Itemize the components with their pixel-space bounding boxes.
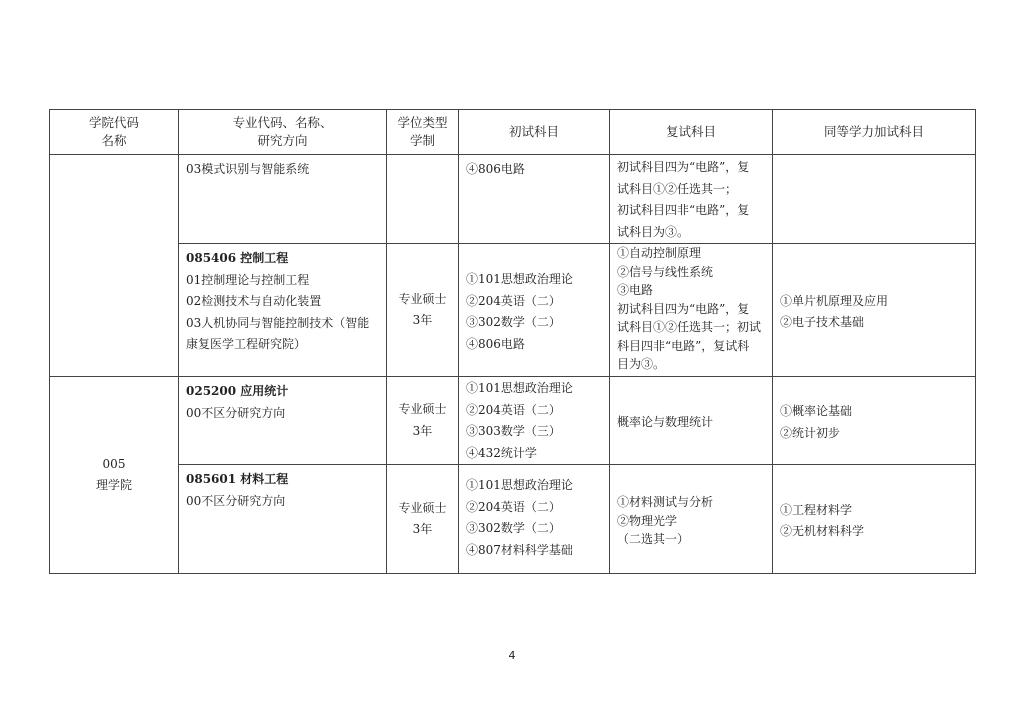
initial-exam-cell: ④806电路 <box>459 155 610 244</box>
header-initial-exam: 初试科目 <box>459 110 610 155</box>
page-number: 4 <box>508 649 516 662</box>
college-cell-empty <box>50 155 179 377</box>
header-extra-exam: 同等学力加试科目 <box>773 110 976 155</box>
college-code: 005 <box>102 456 126 471</box>
table-row <box>50 155 976 244</box>
initial-exam-cell: ①101思想政治理论 ②204英语（二） ③302数学（二） ④806电路 <box>459 244 610 377</box>
extra-exam-cell <box>773 155 976 244</box>
header-retest: 复试科目 <box>610 110 773 155</box>
major-cell: 085601 材料工程 00不区分研究方向 <box>179 465 387 574</box>
major-cell: 03模式识别与智能系统 <box>179 155 387 244</box>
header-major: 专业代码、名称、 研究方向 <box>179 110 387 155</box>
retest-cell: ①自动控制原理 ②信号与线性系统 ③电路 初试科目四为“电路”，复 试科目①②任选其一；初试 科目四非“电路”，复试科 目为③。 <box>610 244 773 377</box>
major-code: 085406 控制工程 <box>186 251 289 265</box>
table-row <box>50 377 976 465</box>
extra-exam-cell: ①概率论基础 ②统计初步 <box>773 377 976 465</box>
extra-exam-cell: ①工程材料学 ②无机材料科学 <box>773 465 976 574</box>
college-cell <box>50 377 179 574</box>
retest-cell: 概率论与数理统计 <box>610 377 773 465</box>
degree-cell <box>387 155 459 244</box>
retest-cell: ①材料测试与分析 ②物理光学 （二选其一） <box>610 465 773 574</box>
header-row <box>50 110 976 155</box>
major-cell: 025200 应用统计 00不区分研究方向 <box>179 377 387 465</box>
table-row <box>50 465 976 574</box>
degree-cell: 专业硕士 3年 <box>387 465 459 574</box>
degree-cell: 专业硕士 3年 <box>387 244 459 377</box>
extra-exam-cell: ①单片机原理及应用 ②电子技术基础 <box>773 244 976 377</box>
degree-cell: 专业硕士 3年 <box>387 377 459 465</box>
major-code: 025200 应用统计 <box>186 384 289 398</box>
header-degree: 学位类型 学制 <box>387 110 459 155</box>
major-code: 085601 材料工程 <box>186 472 289 486</box>
major-cell: 085406 控制工程 01控制理论与控制工程 02检测技术与自动化装置 03人机协同与智能控制技术（智能 康复医学工程研究院） <box>179 244 387 377</box>
initial-exam-cell: ①101思想政治理论 ②204英语（二） ③303数学（三） ④432统计学 <box>459 377 610 465</box>
retest-cell: 初试科目四为“电路”，复 试科目①②任选其一； 初试科目四非“电路”，复 试科目为③。 <box>610 155 773 244</box>
table-row <box>50 244 976 377</box>
header-college: 学院代码 名称 <box>50 110 179 155</box>
college-name: 理学院 <box>95 478 132 492</box>
admissions-table <box>49 109 976 574</box>
initial-exam-cell: ①101思想政治理论 ②204英语（二） ③302数学（二） ④807材料科学基础 <box>459 465 610 574</box>
